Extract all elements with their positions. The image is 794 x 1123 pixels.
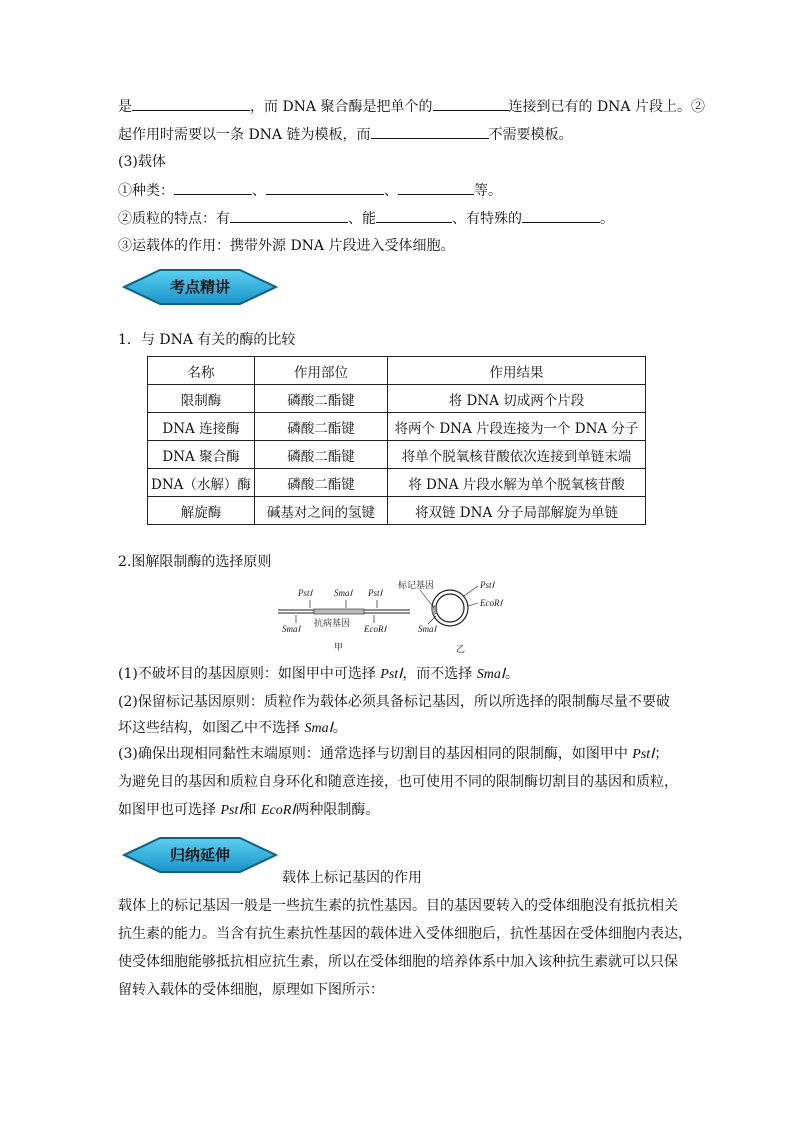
eco-label: EcoRⅠ — [480, 598, 503, 608]
vector-function-line: ③运载体的作用：携带外源 DNA 片段进入受体细胞。 — [118, 238, 455, 254]
table-cell: 将两个 DNA 片段连接为一个 DNA 分子 — [388, 413, 646, 441]
table-row — [148, 441, 646, 469]
marker-gene-label: 标记基因 — [398, 580, 435, 590]
table-header: 作用结果 — [388, 357, 646, 385]
section-1-title: 1．与 DNA 有关的酶的比较 — [118, 332, 296, 348]
table-cell: 解旋酶 — [148, 497, 255, 525]
section-2-title: 2.图解限制酶的选择原则 — [118, 554, 272, 570]
principle-3-line-1: (3)确保出现相同黏性末端原则：通常选择与切割目的基因相同的限制酶，如图甲中 PstⅠ； — [118, 746, 669, 762]
extension-line-2: 抗生素的能力。当含有抗生素抗性基因的载体进入受体细胞后，抗性基因在受体细胞内表达， — [118, 926, 692, 942]
plasmid-ring — [432, 590, 468, 626]
sma-label: SmaⅠ — [282, 624, 301, 634]
gene-label: 抗病基因 — [314, 618, 351, 628]
fill-in-line-1: 是 ，而 DNA 聚合酶是把单个的 连接到已有的 DNA 片段上。② — [118, 96, 705, 117]
extension-line-1: 载体上的标记基因一般是一些抗生素的抗性基因。目的基因要转入的受体细胞没有抵抗相关 — [118, 898, 678, 914]
fill-in-line-types: ①种类： 、 、 等。 — [118, 180, 502, 201]
principle-1: (1)不破坏目的基因原则：如图甲中可选择 PstⅠ，而不选择 SmaⅠ。 — [118, 666, 520, 682]
table-cell: 磷酸二酯键 — [255, 469, 388, 497]
pst-label: PstⅠ — [368, 588, 383, 598]
section-banner-extension — [122, 836, 278, 874]
extension-line-3: 使受体细胞能够抵抗相应抗生素，所以在受体细胞的培养体系中加入该种抗生素就可以只保 — [118, 954, 678, 970]
table-header: 名称 — [148, 357, 255, 385]
figure-b-label: 乙 — [456, 644, 466, 654]
table-row — [148, 469, 646, 497]
blank[interactable] — [230, 208, 348, 223]
fill-in-line-2: 起作用时需要以一条 DNA 链为模板，而 不需要模板。 — [118, 124, 573, 145]
table-cell: 磷酸二酯键 — [255, 385, 388, 413]
table-cell: DNA 聚合酶 — [148, 441, 255, 469]
figure-a-label: 甲 — [334, 642, 344, 652]
blank[interactable] — [522, 208, 600, 223]
table-cell: 碱基对之间的氢键 — [255, 497, 388, 525]
blank[interactable] — [376, 208, 452, 223]
table-row — [148, 497, 646, 525]
principle-2-line-1: (2)保留标记基因原则：质粒作为载体必须具备标记基因，所以所选择的限制酶尽量不要破 — [118, 694, 670, 710]
table-cell: 将 DNA 切成两个片段 — [388, 385, 646, 413]
enzyme-comparison-table — [147, 356, 646, 525]
eco-label: EcoRⅠ — [364, 624, 387, 634]
table-row — [148, 413, 646, 441]
table-cell: DNA（水解）酶 — [148, 469, 255, 497]
table-cell: 将单个脱氧核苷酸依次连接到单链末端 — [388, 441, 646, 469]
blank[interactable] — [132, 96, 250, 111]
table-cell: 磷酸二酯键 — [255, 413, 388, 441]
banner-title: 归纳延伸 — [169, 846, 230, 864]
blank[interactable] — [371, 124, 489, 139]
gene-segment — [314, 609, 364, 614]
sma-label: SmaⅠ — [334, 588, 353, 598]
table-cell: 磷酸二酯键 — [255, 441, 388, 469]
principle-3-line-2: 为避免目的基因和质粒自身环化和随意连接，也可使用不同的限制酶切割目的基因和质粒， — [118, 774, 678, 790]
extension-line-4: 留转入载体的受体细胞，原理如下图所示： — [118, 982, 384, 998]
table-header-row — [148, 357, 646, 385]
pst-label: PstⅠ — [480, 580, 495, 590]
blank[interactable] — [266, 180, 384, 195]
blank[interactable] — [433, 96, 509, 111]
section-banner-key-points — [122, 268, 278, 306]
vector-heading: (3)载体 — [118, 154, 166, 170]
blank[interactable] — [398, 180, 474, 195]
pst-label: PstⅠ — [298, 588, 313, 598]
table-cell: 将双链 DNA 分子局部解旋为单链 — [388, 497, 646, 525]
blank[interactable] — [174, 180, 252, 195]
sma-label: SmaⅠ — [418, 624, 437, 634]
table-cell: 将 DNA 片段水解为单个脱氧核苷酸 — [388, 469, 646, 497]
principle-3-line-3: 如图甲也可选择 PstⅠ和 EcoRⅠ两种限制酶。 — [118, 802, 380, 818]
principle-2-line-2: 坏这些结构，如图乙中不选择 SmaⅠ。 — [118, 720, 347, 736]
extension-title: 载体上标记基因的作用 — [282, 870, 422, 886]
table-cell: DNA 连接酶 — [148, 413, 255, 441]
restriction-enzyme-figure — [270, 578, 530, 658]
table-cell: 限制酶 — [148, 385, 255, 413]
table-row — [148, 385, 646, 413]
banner-title: 考点精讲 — [169, 278, 230, 296]
table-header: 作用部位 — [255, 357, 388, 385]
fill-in-line-plasmid: ②质粒的特点：有 、能 、有特殊的 。 — [118, 208, 614, 229]
